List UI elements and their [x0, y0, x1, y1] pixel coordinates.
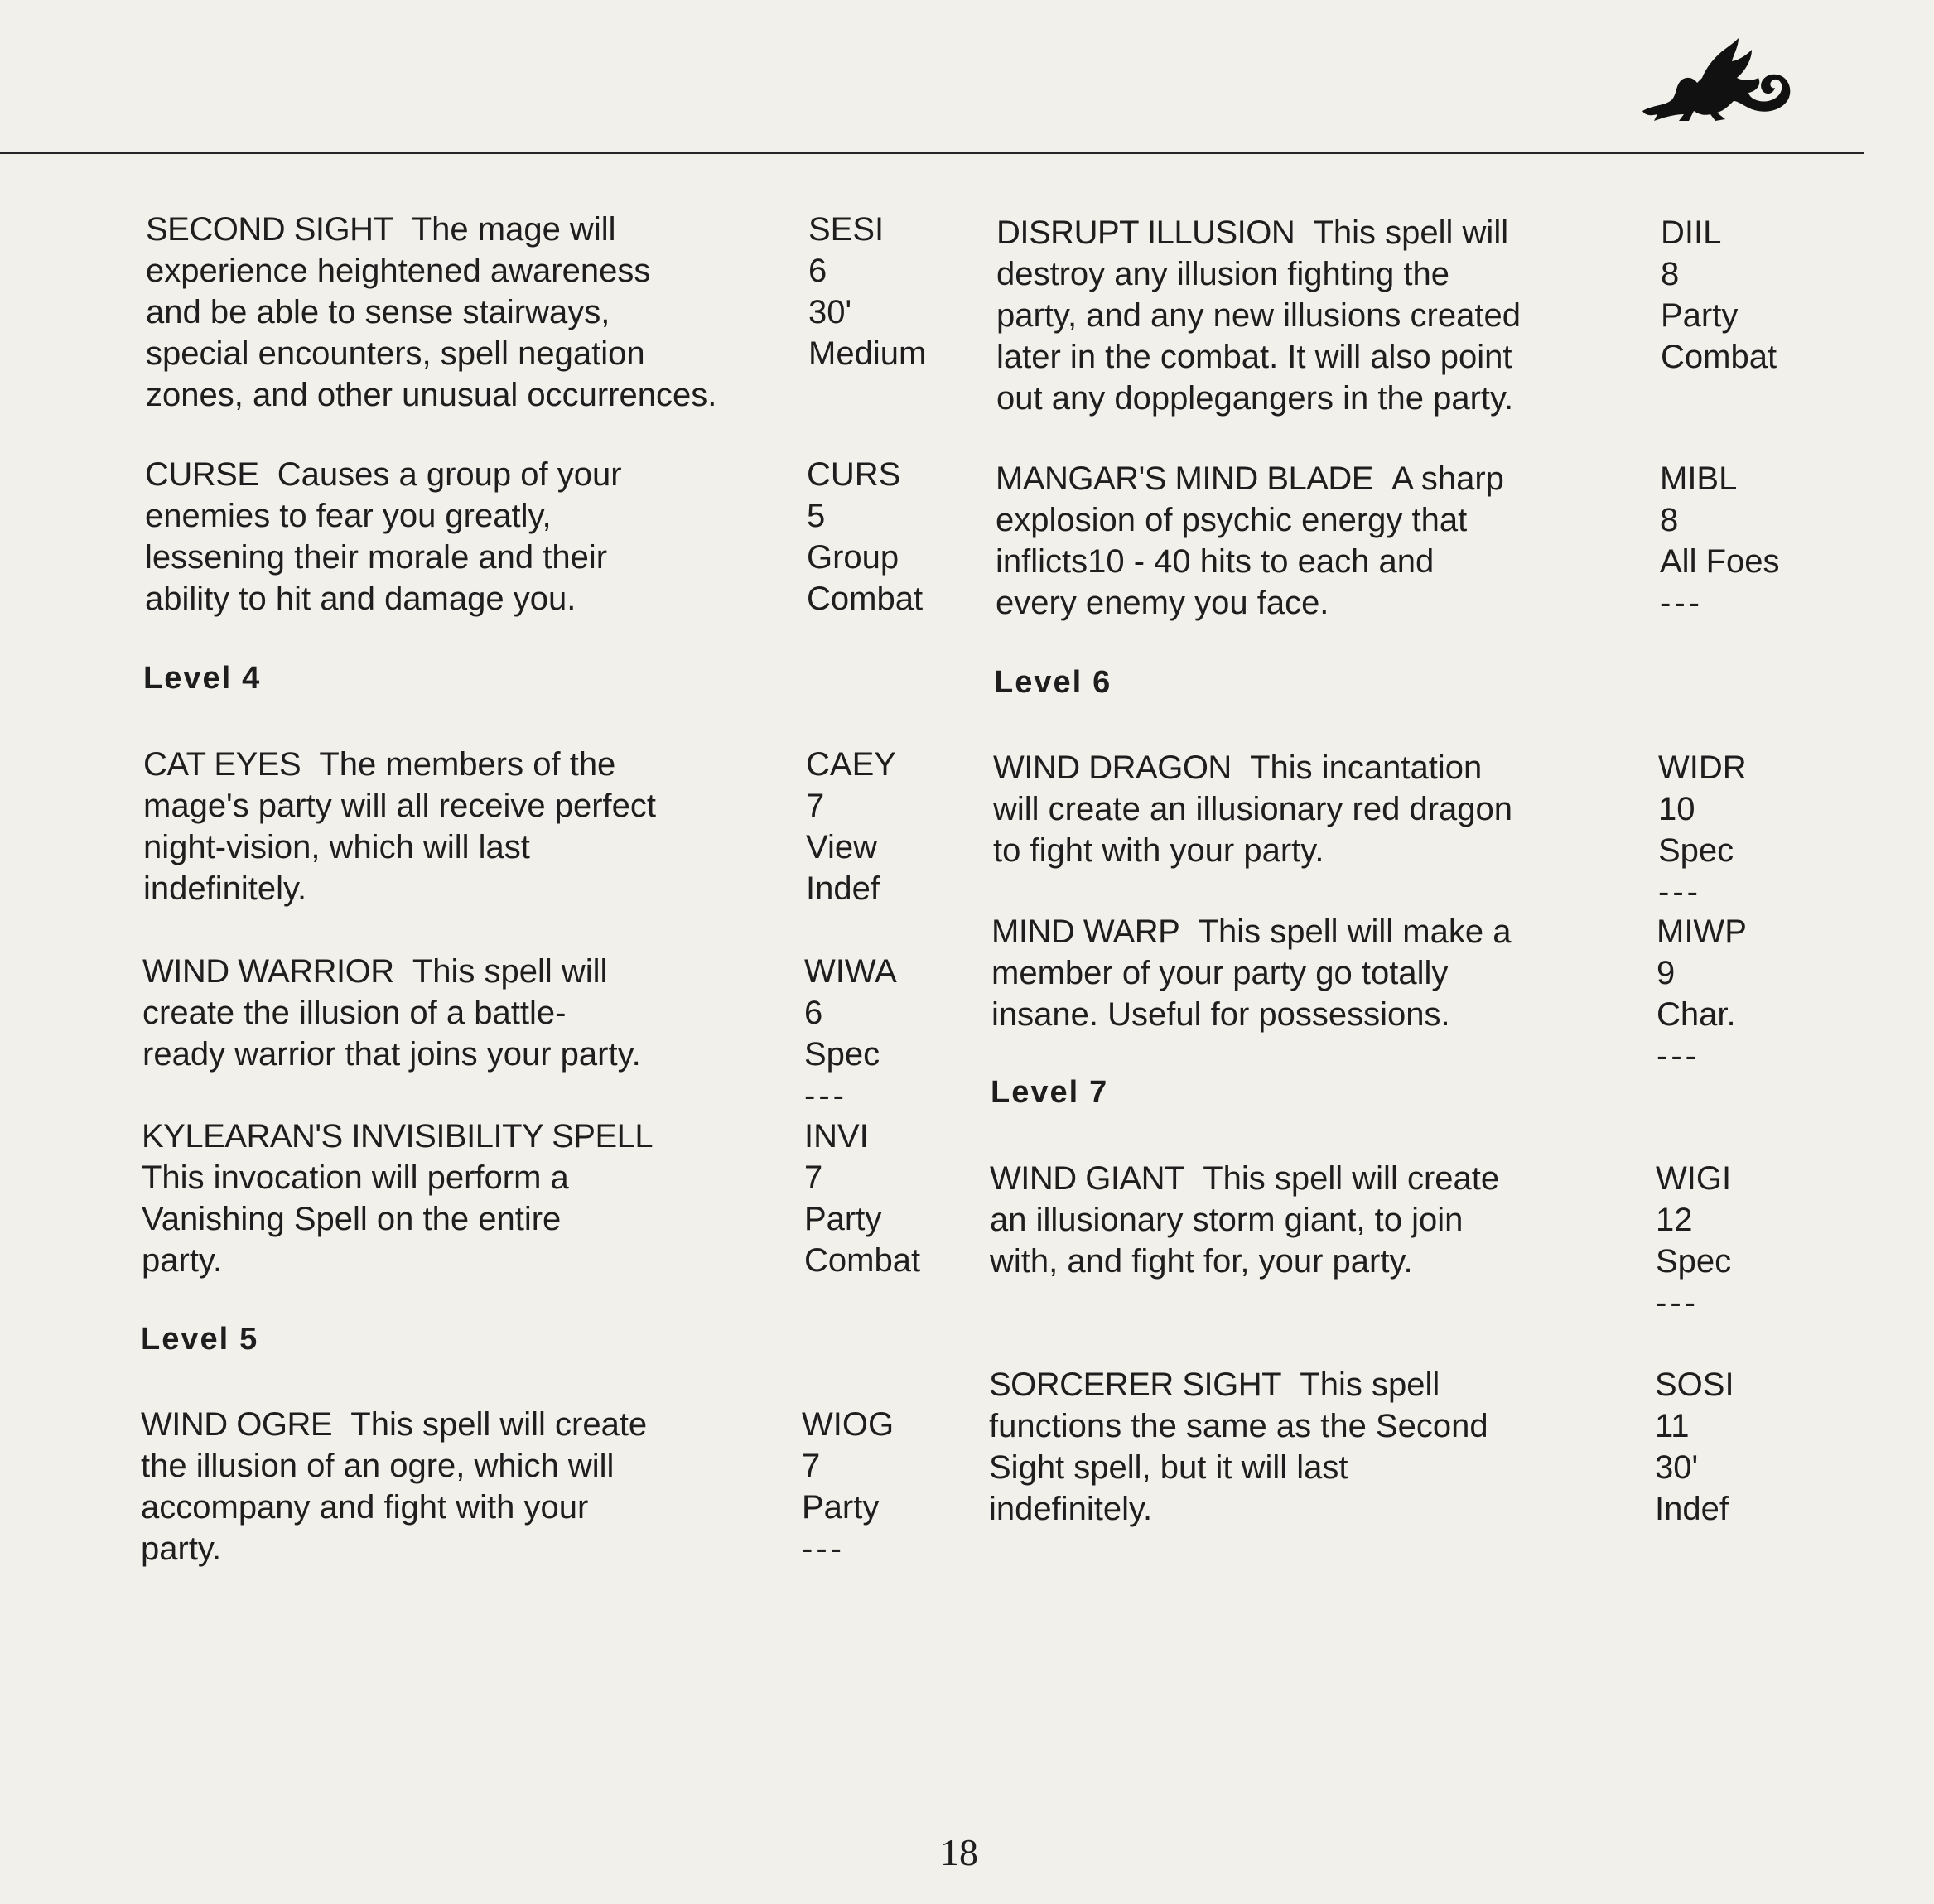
- spell-description: WIND GIANT This spell will create an illusionary storm giant, to join with, and fight for, your party.: [990, 1160, 1500, 1280]
- header-rule: [0, 152, 1864, 154]
- spell-description: SORCERER SIGHT This spell functions the same as the Second Sight spell, but it will last indefinitely.: [989, 1367, 1488, 1527]
- level-5-heading: Level 5: [141, 1322, 259, 1357]
- spell-name: WIND WARRIOR: [142, 953, 394, 990]
- spell-description: CURSE Causes a group of your enemies to fear you greatly, lessening their morale and their ability to hit and damage you.: [145, 456, 622, 617]
- spell-name: DISRUPT ILLUSION: [996, 215, 1295, 251]
- spell-description: WIND DRAGON This incantation will create an illusionary red dragon to fight with your party.: [993, 750, 1512, 869]
- spell-name: CURSE: [145, 456, 259, 493]
- spell-stats: MIWP 9 Char. ---: [1657, 913, 1747, 1074]
- page-number: 18: [940, 1831, 978, 1873]
- spell-description: KYLEARAN'S INVISIBILITY SPELL This invocation will perform a Vanishing Spell on the entire party.: [142, 1118, 654, 1279]
- spell-description: SECOND SIGHT The mage will experience heightened awareness and be able to sense stairways, special encounters, spell negation zones, and other unusual occurrences.: [146, 211, 717, 413]
- spell-name: KYLEARAN'S INVISIBILITY SPELL: [142, 1118, 654, 1154]
- spell-stats: WIWA 6 Spec ---: [804, 953, 897, 1114]
- spell-stats: WIOG 7 Party ---: [802, 1406, 895, 1567]
- level-6-heading: Level 6: [994, 665, 1112, 700]
- spell-name: WIND GIANT: [990, 1160, 1184, 1197]
- spell-stats: SOSI 11 30' Indef: [1655, 1367, 1734, 1527]
- spell-name: MIND WARP: [991, 913, 1180, 950]
- spell-name: WIND OGRE: [141, 1406, 333, 1443]
- spell-stats: CAEY 7 View Indef: [806, 746, 896, 907]
- spell-stats: INVI 7 Party Combat: [804, 1118, 921, 1279]
- level-7-heading: Level 7: [991, 1075, 1109, 1110]
- level-4-heading: Level 4: [143, 661, 262, 696]
- spell-description: MIND WARP This spell will make a member of your party go totally insane. Useful for possessions.: [991, 913, 1512, 1033]
- spell-stats: CURS 5 Group Combat: [807, 456, 924, 617]
- spell-description: DISRUPT ILLUSION This spell will destroy any illusion fighting the party, and any new illusions created later in the combat. It will also point out any dopplegangers in the party.: [996, 215, 1521, 417]
- dragon-icon: [1636, 35, 1797, 128]
- spell-name: SECOND SIGHT: [146, 211, 393, 248]
- spell-name: MANGAR'S MIND BLADE: [996, 460, 1373, 497]
- spell-name: WIND DRAGON: [993, 750, 1232, 786]
- spell-stats: SESI 6 30' Medium: [808, 211, 927, 372]
- spell-name: CAT EYES: [143, 746, 301, 783]
- spell-stats: MIBL 8 All Foes ---: [1660, 460, 1780, 621]
- spell-description: CAT EYES The members of the mage's party will all receive perfect night-vision, which will last indefinitely.: [143, 746, 656, 907]
- spell-stats: WIDR 10 Spec ---: [1658, 750, 1747, 910]
- spell-description: WIND OGRE This spell will create the illusion of an ogre, which will accompany and fight with your party.: [141, 1406, 648, 1567]
- spell-stats: DIIL 8 Party Combat: [1661, 215, 1777, 375]
- spell-description: WIND WARRIOR This spell will create the illusion of a battle- ready warrior that joins your party.: [142, 953, 641, 1073]
- spell-name: SORCERER SIGHT: [989, 1367, 1282, 1403]
- spell-description: MANGAR'S MIND BLADE A sharp explosion of psychic energy that inflicts10 - 40 hits to each and every enemy you face.: [996, 460, 1504, 621]
- spell-stats: WIGI 12 Spec ---: [1656, 1160, 1732, 1321]
